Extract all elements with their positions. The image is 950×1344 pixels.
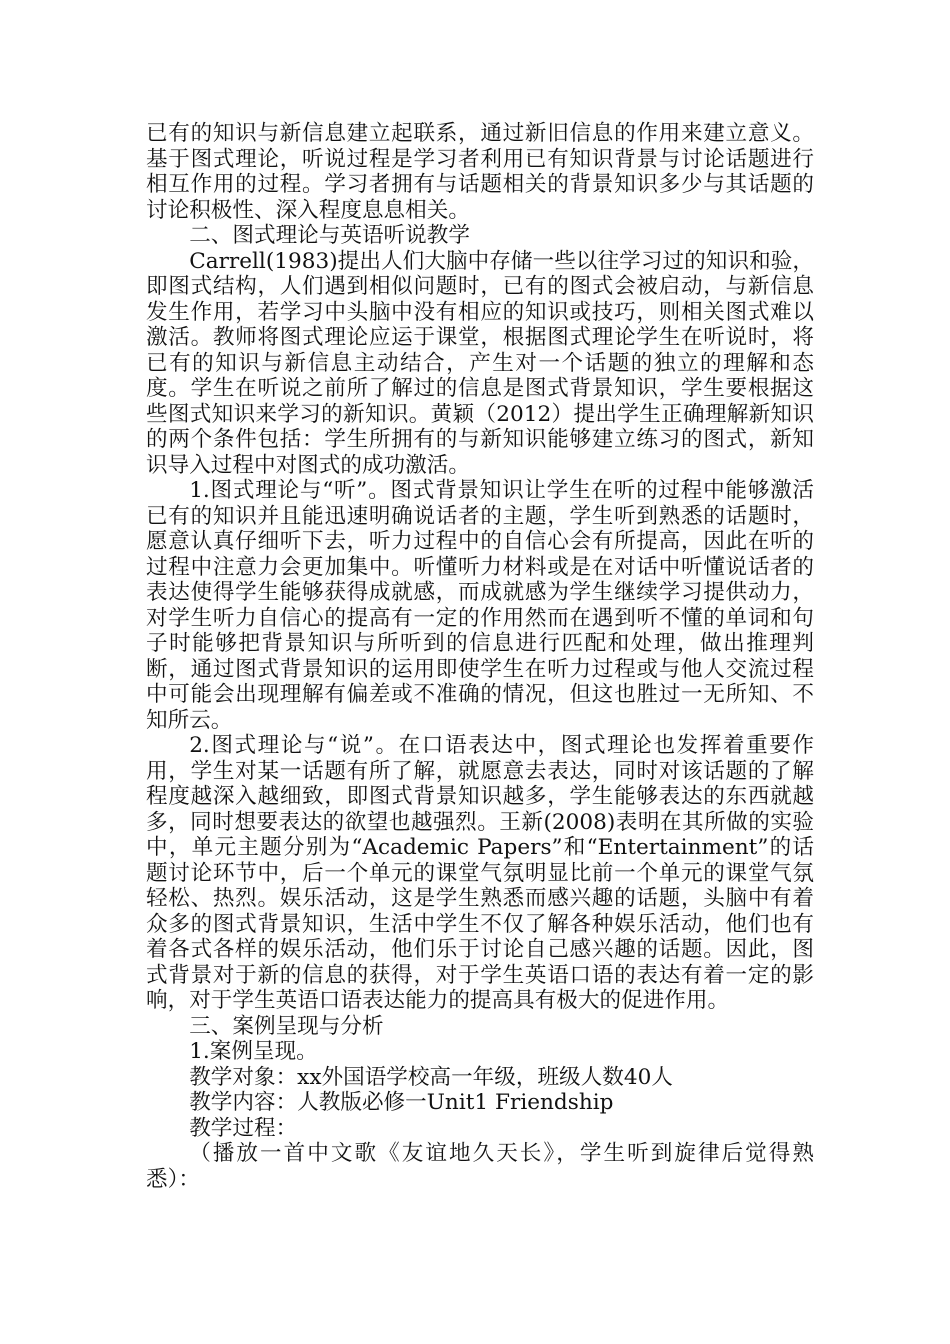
paragraph-listening: 1.图式理论与“听”。图式背景知识让学生在听的过程中能够激活已有的知识并且能迅速明确说话者的主题，学生听到熟悉的话题时，愿意认真仔细听下去，听力过程中的自信心会有所提高，因此在听的过程中注意力会更加集中。听懂听力材料或是在对话中听懂说话者的表达使得学生能够获得成就感，而成就感为学生继续学习提供动力，对学生听力自信心的提高有一定的作用然而在遇到听不懂的单词和句子时能够把背景知识与所听到的信息进行匹配和处理，做出推理判断，通过图式背景知识的运用即使学生在听力过程或与他人交流过程中可能会出现理解有偏差或不准确的情况，但这也胜过一无所知、不知所云。 <box>146 478 814 733</box>
paragraph-intro: 已有的知识与新信息建立起联系，通过新旧信息的作用来建立意义。基于图式理论，听说过程是学习者利用已有知识背景与讨论话题进行相互作用的过程。学习者拥有与话题相关的背景知识多少与其话题的讨论积极性、深入程度息息相关。 <box>146 121 814 223</box>
section-heading-3: 三、案例呈现与分析 <box>189 1013 384 1039</box>
paragraph-teaching-object: 教学对象：xx外国语学校高一年级，班级人数40人 <box>189 1064 673 1090</box>
paragraph-speaking: 2.图式理论与“说”。在口语表达中，图式理论也发挥着重要作用，学生对某一话题有所了解，就愿意去表达，同时对该话题的了解程度越深入越细致，即图式背景知识越多，学生能够表达的东西就越多，同时想要表达的欲望也越强烈。王新(2008)表明在其所做的实验中，单元主题分别为“Academic Papers”和“Entertainment”的话题讨论环节中，后一个单元的课堂气氛明显比前一个单元的课堂气氛轻松、热烈。娱乐活动，这是学生熟悉而感兴趣的话题，头脑中有着众多的图式背景知识，生活中学生不仅了解各种娱乐活动，他们也有着各式各样的娱乐活动，他们乐于讨论自己感兴趣的话题。因此，图式背景对于新的信息的获得，对于学生英语口语的表达有着一定的影响，对于学生英语口语表达能力的提高具有极大的促进作用。 <box>146 733 814 1013</box>
section-heading-2: 二、图式理论与英语听说教学 <box>189 223 470 248</box>
paragraph-teaching-content: 教学内容：人教版必修一Unit1 Friendship <box>189 1090 614 1115</box>
document-page <box>146 121 814 1192</box>
paragraph-case-title: 1.案例呈现。 <box>189 1039 318 1064</box>
paragraph-carrell: Carrell(1983)提出人们大脑中存储一些以往学习过的知识和验，即图式结构，人们遇到相似问题时，已有的图式会被启动，与新信息发生作用，若学习中头脑中没有相应的知识或技巧，则相关图式难以激活。教师将图式理论应运于课堂，根据图式理论学生在听说时，将已有的知识与新信息主动结合，产生对一个话题的独立的理解和态度。学生在听说之前所了解过的信息是图式背景知识，学生要根据这些图式知识来学习的新知识。黄颖（2012）提出学生正确理解新知识的两个条件包括：学生所拥有的与新知识能够建立练习的图式，新知识导入过程中对图式的成功激活。 <box>146 248 814 478</box>
paragraph-song: （播放一首中文歌《友谊地久天长》，学生听到旋律后觉得熟悉）： <box>146 1141 814 1192</box>
paragraph-teaching-process: 教学过程： <box>189 1115 298 1141</box>
